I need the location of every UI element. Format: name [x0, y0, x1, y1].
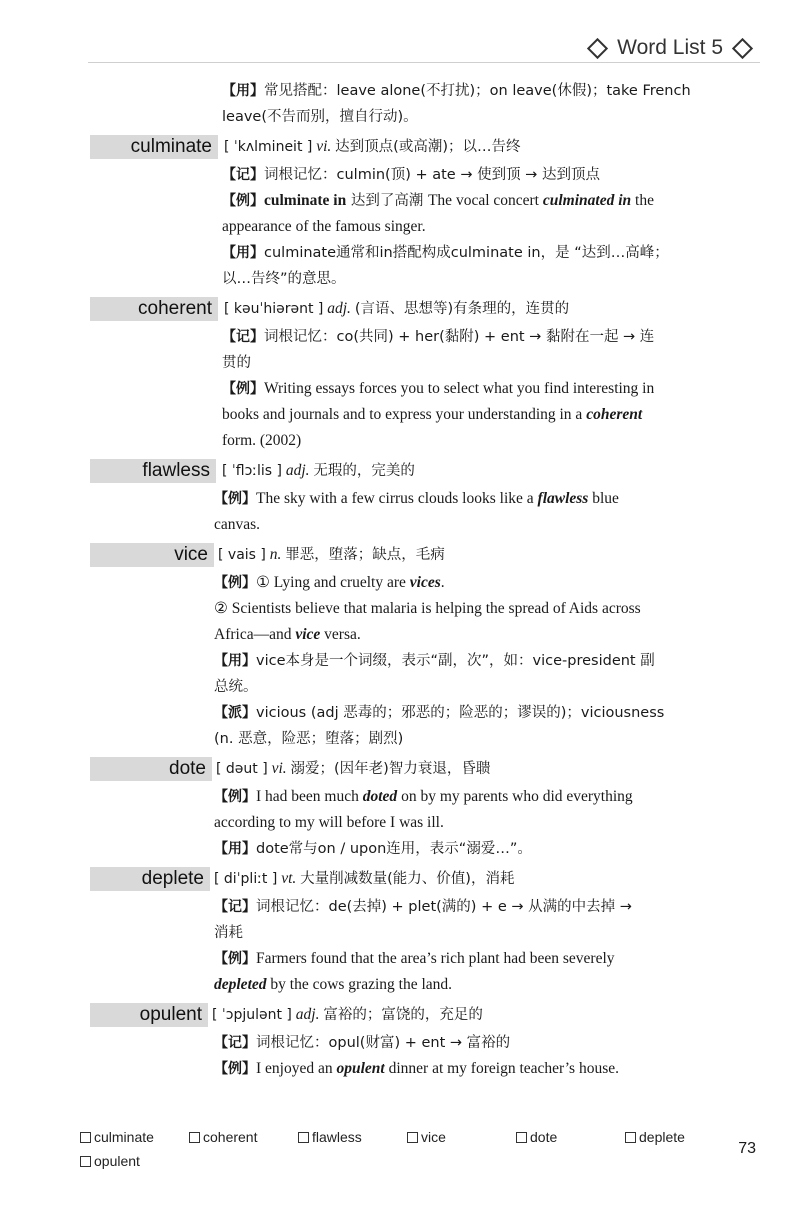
example-text: on by my parents who did everything: [397, 788, 633, 805]
example-text: ① Lying and cruelty are: [256, 574, 410, 591]
example-text: The vocal concert: [427, 192, 543, 209]
checkbox-label: dote: [530, 1129, 558, 1145]
example-tag: 【例】: [214, 1061, 256, 1077]
checkbox-coherent[interactable]: [189, 1125, 298, 1149]
entry-dote: [0, 754, 800, 784]
derivative-line: [0, 726, 800, 752]
meaning: 富裕的；富饶的，充足的: [323, 1007, 483, 1023]
example-line: [0, 214, 800, 240]
use-line: [0, 266, 800, 292]
meaning: 无瑕的，完美的: [313, 463, 415, 479]
example-text: appearance of the famous singer.: [222, 218, 426, 235]
checklist-row: [80, 1149, 760, 1173]
example-keyword: vices: [409, 574, 441, 591]
part-of-speech: vt.: [281, 870, 297, 887]
headword-band: [90, 867, 210, 891]
entry-deplete: [0, 864, 800, 894]
memory-line: [0, 894, 800, 920]
use-text: leave(不告而别，擅自行动)。: [222, 109, 418, 125]
example-tag: 【例】: [214, 491, 256, 507]
memory-line: [0, 350, 800, 376]
checkbox-box[interactable]: [80, 1132, 91, 1143]
part-of-speech: vi.: [316, 138, 332, 155]
checkbox-box[interactable]: [625, 1132, 636, 1143]
use-line: [0, 240, 800, 266]
memory-text: 词根记忆：culmin(顶) + ate → 使到顶 → 达到顶点: [264, 167, 600, 183]
example-text: Writing essays forces you to select what you find interesting in: [264, 380, 655, 397]
part-of-speech: adj.: [295, 1006, 320, 1023]
definition: [218, 542, 445, 568]
part-of-speech: n.: [269, 546, 282, 563]
example-line: [0, 512, 800, 538]
definition: [216, 756, 490, 782]
checkbox-culminate[interactable]: [80, 1125, 189, 1149]
definition: [224, 134, 521, 160]
checklist-row: [80, 1125, 760, 1149]
example-line: [0, 570, 800, 596]
part-of-speech: adj.: [285, 462, 310, 479]
example-keyword: culminated in: [542, 192, 632, 209]
entry-culminate: [0, 132, 800, 162]
memory-text: 词根记忆：opul(财富) + ent → 富裕的: [256, 1035, 511, 1051]
example-text: I had been much: [256, 788, 363, 805]
headword-band: [90, 135, 218, 159]
memory-tag: 【记】: [214, 1035, 256, 1051]
example-tag: 【例】: [214, 951, 256, 967]
example-line: [0, 428, 800, 454]
use-text: culminate通常和in搭配构成culminate in，是 “达到…高峰；: [264, 245, 669, 261]
review-checklist: [80, 1125, 760, 1173]
checkbox-box[interactable]: [189, 1132, 200, 1143]
example-text: books and journals and to express your understanding in a: [222, 406, 587, 423]
derivative-tag: 【派】: [214, 705, 256, 721]
example-line: [0, 596, 800, 622]
derivative-text: (n. 恶意，险恶；堕落；剧烈): [214, 731, 404, 747]
example-line: [0, 972, 800, 998]
use-tag: 【用】: [222, 245, 264, 261]
headword-band: [90, 459, 216, 483]
derivative-line: [0, 700, 800, 726]
example-text: versa.: [320, 626, 361, 643]
headword: deplete: [141, 868, 204, 889]
example-line: [0, 402, 800, 428]
use-text: vice本身是一个词缀，表示“副，次”，如：vice-president 副: [256, 653, 655, 669]
definition: [212, 1002, 483, 1028]
example-line: [0, 784, 800, 810]
memory-text: 消耗: [214, 925, 243, 941]
page-number: 73: [738, 1140, 756, 1157]
derivative-text: vicious (adj 恶毒的；邪恶的；险恶的；谬误的)；viciousness: [256, 705, 665, 721]
use-text: 总统。: [214, 679, 258, 695]
diamond-icon: [732, 37, 753, 58]
use-line: [0, 674, 800, 700]
word-list-content: [0, 78, 800, 1082]
checkbox-label: opulent: [94, 1153, 140, 1169]
memory-text: 词根记忆：de(去掉) + plet(满的) + e → 从满的中去掉 →: [256, 899, 632, 915]
meaning: 罪恶，堕落；缺点，毛病: [285, 547, 445, 563]
example-keyword: depleted: [214, 976, 267, 993]
phonetic: [ dəut ]: [216, 761, 268, 777]
memory-line: [0, 1030, 800, 1056]
memory-line: [0, 920, 800, 946]
headword-band: [90, 297, 218, 321]
use-text: 以…告终”的意思。: [222, 271, 346, 287]
phonetic: [ ˈflɔːlis ]: [222, 463, 282, 479]
example-text: blue: [588, 490, 619, 507]
use-line: [0, 648, 800, 674]
example-phrase-cn: 达到了高潮: [346, 193, 428, 209]
example-keyword: doted: [362, 788, 398, 805]
example-text: Farmers found that the area’s rich plant had been severely: [256, 950, 615, 967]
example-line: [0, 188, 800, 214]
headword: opulent: [139, 1004, 202, 1025]
checkbox-vice[interactable]: [407, 1125, 516, 1149]
example-phrase: culminate in: [264, 192, 347, 209]
checkbox-label: vice: [421, 1129, 446, 1145]
diamond-icon: [587, 37, 608, 58]
example-tag: 【例】: [214, 575, 256, 591]
definition: [222, 458, 415, 484]
phonetic: [ vais ]: [218, 547, 266, 563]
entry-opulent: [0, 1000, 800, 1030]
meaning: 达到顶点(或高潮)；以…告终: [335, 139, 521, 155]
memory-line: [0, 162, 800, 188]
use-text: dote常与on / upon连用，表示“溺爱…”。: [256, 841, 532, 857]
example-text: the: [631, 192, 654, 209]
headword: culminate: [130, 136, 212, 157]
memory-tag: 【记】: [214, 899, 256, 915]
use-line: [0, 836, 800, 862]
example-text: dinner at my foreign teacher’s house.: [384, 1060, 620, 1077]
checkbox-box[interactable]: [516, 1132, 527, 1143]
entry-vice: [0, 540, 800, 570]
checkbox-label: flawless: [312, 1129, 362, 1145]
phonetic: [ kəuˈhiərənt ]: [224, 301, 324, 317]
example-keyword: vice: [295, 626, 321, 643]
part-of-speech: adj.: [327, 300, 351, 317]
example-tag: 【例】: [222, 381, 264, 397]
checkbox-box[interactable]: [407, 1132, 418, 1143]
meaning: (言语、思想等)有条理的，连贯的: [354, 301, 570, 317]
example-keyword: opulent: [336, 1060, 385, 1077]
headword: flawless: [142, 460, 210, 481]
checkbox-box[interactable]: [80, 1156, 91, 1167]
part-of-speech: vi.: [271, 760, 287, 777]
memory-tag: 【记】: [222, 329, 264, 345]
example-text: ② Scientists believe that malaria is helping the spread of Aids across: [214, 600, 641, 617]
phonetic: [ diˈpliːt ]: [214, 871, 278, 887]
example-line: [0, 376, 800, 402]
use-text: 常见搭配：leave alone(不打扰)；on leave(休假)；take French: [264, 83, 691, 99]
checkbox-opulent[interactable]: [80, 1149, 189, 1173]
intro-use-line: [0, 78, 800, 104]
use-tag: 【用】: [214, 841, 256, 857]
checkbox-box[interactable]: [298, 1132, 309, 1143]
checkbox-dote[interactable]: [516, 1125, 625, 1149]
meaning: 大量削减数量(能力、价值)，消耗: [300, 871, 515, 887]
example-text: The sky with a few cirrus clouds looks like a: [256, 490, 538, 507]
intro-use-line: [0, 104, 800, 130]
headword-band: [90, 543, 214, 567]
entry-coherent: [0, 294, 800, 324]
checkbox-label: coherent: [203, 1129, 258, 1145]
example-line: [0, 622, 800, 648]
headword: coherent: [138, 298, 212, 319]
headword-band: [90, 757, 212, 781]
definition: [214, 866, 514, 892]
example-line: [0, 486, 800, 512]
example-line: [0, 810, 800, 836]
phonetic: [ ˈkʌlmineit ]: [224, 139, 313, 155]
example-text: by the cows grazing the land.: [266, 976, 453, 993]
memory-tag: 【记】: [222, 167, 264, 183]
example-tag: 【例】: [222, 193, 264, 209]
checkbox-flawless[interactable]: [298, 1125, 407, 1149]
headword: dote: [169, 758, 206, 779]
phonetic: [ ˈɔpjulənt ]: [212, 1007, 292, 1023]
example-line: [0, 946, 800, 972]
entry-flawless: [0, 456, 800, 486]
example-text: .: [440, 574, 445, 591]
headword-band: [90, 1003, 208, 1027]
use-tag: 【用】: [222, 83, 264, 99]
checkbox-label: culminate: [94, 1129, 154, 1145]
meaning: 溺爱；(因年老)智力衰退，昏聩: [290, 761, 491, 777]
memory-text: 贯的: [222, 355, 251, 371]
header-title: Word List 5: [617, 36, 723, 59]
header-divider: [88, 62, 760, 63]
example-text: according to my will before I was ill.: [214, 814, 444, 831]
definition: [224, 296, 569, 322]
example-tag: 【例】: [214, 789, 256, 805]
example-text: I enjoyed an: [256, 1060, 337, 1077]
page-header: [584, 36, 756, 60]
example-text: Africa—and: [214, 626, 296, 643]
example-text: canvas.: [214, 516, 261, 533]
memory-text: 词根记忆：co(共同) + her(黏附) + ent → 黏附在一起 → 连: [264, 329, 655, 345]
example-line: [0, 1056, 800, 1082]
checkbox-deplete[interactable]: [625, 1125, 734, 1149]
checkbox-label: deplete: [639, 1129, 685, 1145]
headword: vice: [174, 544, 208, 565]
use-tag: 【用】: [214, 653, 256, 669]
example-text: form. (2002): [222, 432, 302, 449]
example-keyword: coherent: [586, 406, 643, 423]
example-keyword: flawless: [537, 490, 589, 507]
memory-line: [0, 324, 800, 350]
